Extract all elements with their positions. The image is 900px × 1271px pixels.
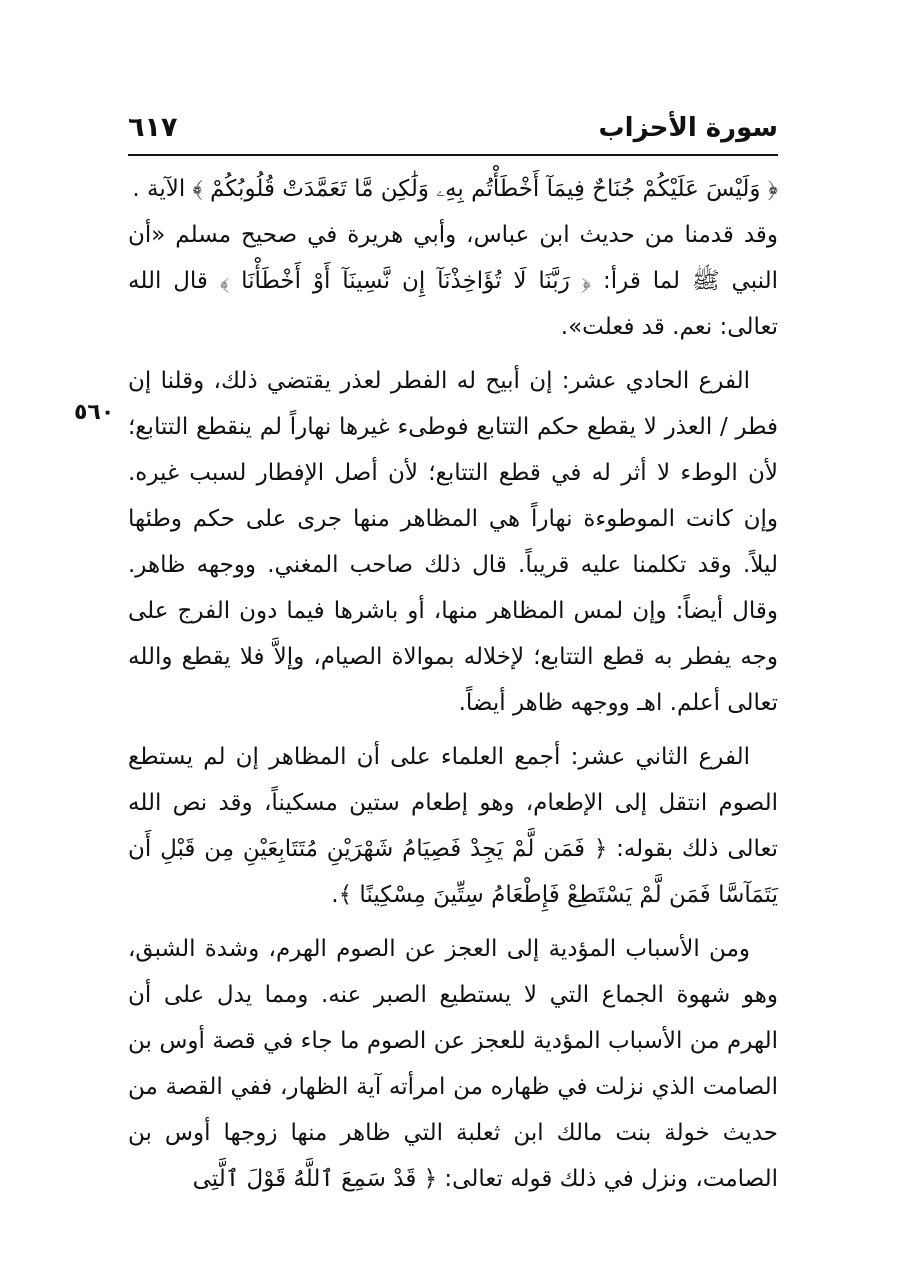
causes-paragraph: ومن الأسباب المؤدية إلى العجز عن الصوم الهرم، وشدة الشبق، وهو شهوة الجماع التي لا يستطيع الصبر عنه. ومما يدل على أن الهرم من الأسباب المؤدية للعجز عن الصوم ما جاء في قصة أوس بن الصامت الذي نزلت في ظهاره من امرأته آية الظهار، ففي القصة من حديث خولة بنت مالك ابن ثعلبة التي ظاهر منها زوجها أوس بن الصامت، ونزل في ذلك قوله تعالى: ﴿ قَدْ سَمِعَ ٱللَّهُ قَوْلَ ٱلَّتِى [128, 936, 778, 1192]
margin-page-reference: ٥٦٠ [74, 400, 115, 425]
page-body [128, 166, 778, 1202]
branch-twelve-paragraph: الفرع الثاني عشر: أجمع العلماء على أن المظاهر إن لم يستطع الصوم انتقل إلى الإطعام، وهو إطعام ستين مسكيناً، وقد نص الله تعالى ذلك بقوله: ﴿ فَمَن لَّمْ يَجِدْ فَصِيَامُ شَهْرَيْنِ مُتَتَابِعَيْنِ مِن قَبْلِ أَن يَتَمَآسَّا فَمَن لَّمْ يَسْتَطِعْ فَإِطْعَامُ سِتِّينَ مِسْكِينًا ﴾. [128, 744, 778, 908]
quran-verse-paragraph: ﴿ وَلَيْسَ عَلَيْكُمْ جُنَاحٌ فِيمَآ أَخْطَأْتُم بِهِۦ وَلَٰكِن مَّا تَعَمَّدَتْ قُلُوبُكُمْ ﴾ الآية . [132, 176, 778, 202]
running-title: سورة الأحزاب [598, 113, 778, 143]
page-header [128, 108, 778, 152]
page-number: ٦١٧ [128, 112, 178, 143]
header-divider [128, 154, 778, 156]
branch-eleven-paragraph: الفرع الحادي عشر: إن أبيح له الفطر لعذر يقتضي ذلك، وقلنا إن فطر / العذر لا يقطع حكم التتابع فوطىء غيرها نهاراً لم ينقطع التتابع؛ لأن الوطء لا أثر له في قطع التتابع؛ لأن أصل الإفطار لسبب غيره. وإن كانت الموطوءة نهاراً هي المظاهر منها جرى على حكم وطئها ليلاً. وقد تكلمنا عليه قريباً. قال ذلك صاحب المغني. ووجهه ظاهر. وقال أيضاً: وإن لمس المظاهر منها، أو باشرها فيما دون الفرج على وجه يفطر به قطع التتابع؛ لإخلاله بموالاة الصيام، وإلاَّ فلا يقطع والله تعالى أعلم. اهـ ووجهه ظاهر أيضاً. [128, 368, 778, 716]
hadith-paragraph: وقد قدمنا من حديث ابن عباس، وأبي هريرة في صحيح مسلم «أن النبي ﷺ لما قرأ: ﴿ رَبَّنَا لَا تُؤَاخِذْنَآ إِن نَّسِينَآ أَوْ أَخْطَأْنَا ﴾ قال الله تعالى: نعم. قد فعلت». [128, 222, 778, 340]
